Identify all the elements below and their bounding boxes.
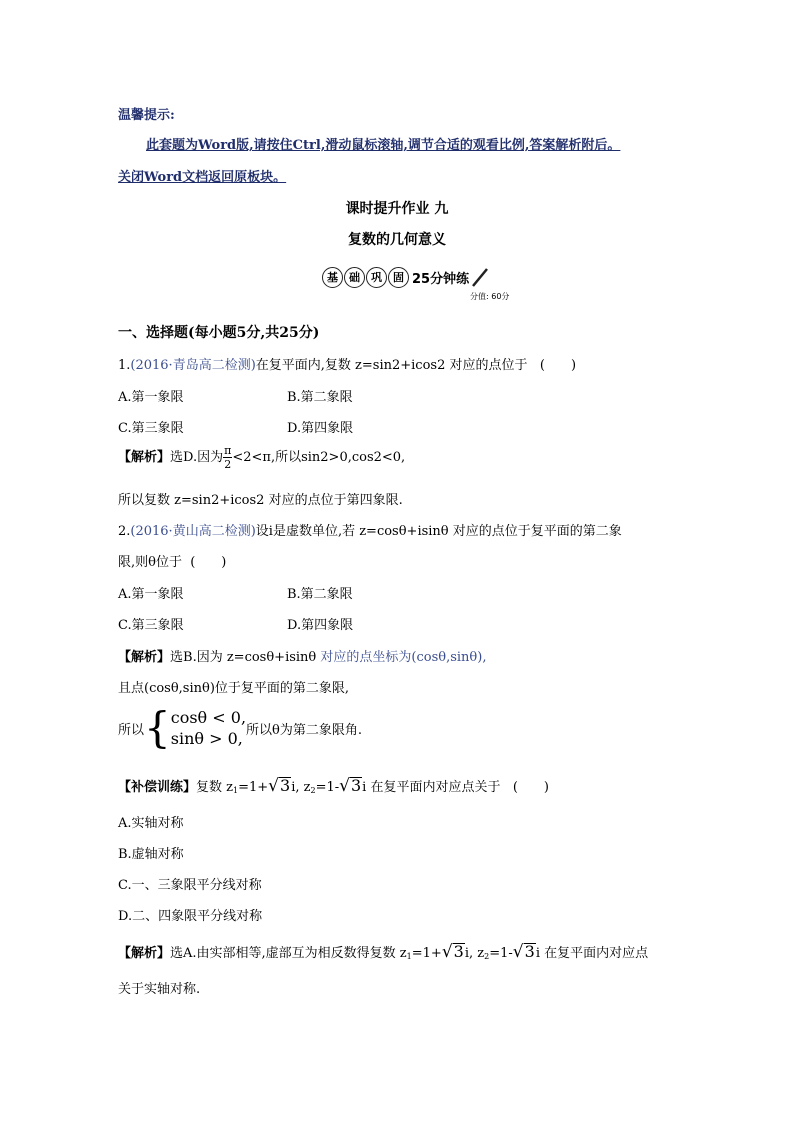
q1-option-d: D.第四象限 [287, 421, 354, 436]
q2-stem: 限,则θ位于 [118, 555, 182, 570]
extra-blank: ( ) [512, 780, 550, 795]
q1-number: 1. [118, 358, 131, 373]
q2-answer-system [118, 703, 362, 753]
badge-char: 基 [322, 267, 343, 288]
q2-number: 2. [118, 524, 131, 539]
extra-stem: =1- [315, 780, 340, 795]
pi-over-2-fraction [223, 444, 232, 471]
q2-option-c: C.第三象限 [118, 618, 184, 633]
extra-option-a: A.实轴对称 [118, 816, 184, 831]
subscript: 2 [484, 952, 490, 961]
system-row: sinθ > 0, [170, 729, 243, 748]
tip-title: 温馨提示: [118, 108, 175, 123]
extra-answer-text: =1- [489, 946, 513, 961]
tip-line-1: 此套题为Word版,请按住Ctrl,滑动鼠标滚轴,调节合适的观看比例,答案解析附后。 [146, 138, 621, 153]
question-2-line-2 [118, 551, 226, 570]
q1-source: (2016·青岛高二检测) [130, 358, 256, 373]
q1-option-c: C.第三象限 [118, 421, 184, 436]
q1-answer-text: 选D.因为 [170, 450, 224, 465]
sqrt-icon: √ [339, 776, 350, 796]
page-subtitle: 复数的几何意义 [348, 232, 446, 248]
answer-tag: 【解析】 [118, 450, 171, 465]
subscript: 1 [233, 786, 239, 795]
badge-char: 础 [344, 267, 365, 288]
extra-stem: i 在复平面内对应点关于 [362, 780, 501, 795]
radicand: 3 [453, 942, 464, 961]
q2-option-a: A.第一象限 [118, 587, 184, 602]
q2-blank: ( ) [190, 555, 227, 570]
badge-char: 固 [388, 267, 409, 288]
extra-answer [118, 942, 648, 962]
q2-stem: 设i是虚数单位,若 z=cosθ+isinθ 对应的点位于复平面的第二象 [255, 524, 622, 539]
system-row: cosθ < 0, [170, 708, 247, 727]
extra-answer-text: i 在复平面内对应点 [535, 946, 649, 961]
q2-answer [118, 646, 486, 665]
pen-stroke-icon [471, 266, 489, 288]
q2-source: (2016·黄山高二检测) [130, 524, 256, 539]
fraction-numerator: π [224, 444, 232, 457]
sqrt-icon: √ [512, 942, 524, 962]
extra-answer-text: 选A.由实部相等,虚部互为相反数得复数 z [170, 946, 407, 961]
q2-answer-text: 对应的点坐标为(cosθ,sinθ), [320, 650, 487, 665]
badge-char: 巩 [366, 267, 387, 288]
tip-line-2: 关闭Word文档返回原板块。 [118, 170, 287, 185]
extra-tag: 【补偿训练】 [118, 780, 197, 795]
extra-option-d: D.二、四象限平分线对称 [118, 909, 263, 924]
page-title: 课时提升作业 九 [345, 201, 449, 217]
badge-score: 分值: 60分 [470, 292, 510, 301]
q1-option-a: A.第一象限 [118, 390, 184, 405]
badge-minutes: 25分钟练 [412, 271, 470, 287]
q2-answer-line-2: 且点(cosθ,sinθ)位于复平面的第二象限, [118, 681, 350, 696]
subscript: 2 [310, 786, 316, 795]
fraction-denominator: 2 [224, 458, 232, 471]
q2-option-b: B.第二象限 [287, 587, 353, 602]
question-1 [118, 354, 576, 373]
subscript: 1 [406, 952, 412, 961]
section-badge [322, 266, 489, 288]
q2-answer-text: 所以 [118, 722, 145, 738]
q1-option-b: B.第二象限 [287, 390, 353, 405]
sqrt-icon: √ [441, 942, 453, 962]
section-heading: 一、选择题(每小题5分,共25分) [118, 325, 320, 341]
q1-blank: ( ) [539, 358, 577, 373]
q1-answer [118, 444, 405, 471]
q2-answer-text: 所以θ为第二象限角. [246, 722, 362, 738]
sqrt-icon: √ [268, 776, 279, 796]
q1-stem: 在复平面内,复数 z=sin2+icos2 对应的点位于 [255, 358, 528, 373]
answer-tag: 【解析】 [118, 650, 171, 665]
extra-option-b: B.虚轴对称 [118, 847, 184, 862]
extra-stem: 复数 z [196, 780, 233, 795]
left-brace-icon: { [144, 703, 171, 752]
answer-tag: 【解析】 [118, 946, 171, 961]
extra-option-c: C.一、三象限平分线对称 [118, 878, 262, 893]
radicand: 3 [524, 942, 535, 961]
extra-answer-text: =1+ [411, 946, 442, 961]
q2-option-d: D.第四象限 [287, 618, 354, 633]
inequality-system [171, 707, 246, 749]
q1-answer-line-2: 所以复数 z=sin2+icos2 对应的点位于第四象限. [118, 493, 403, 508]
extra-answer-line-2: 关于实轴对称. [118, 982, 201, 997]
q2-answer-text: 选B.因为 z=cosθ+isinθ [170, 650, 321, 665]
extra-stem: i, z [291, 780, 311, 795]
extra-stem: =1+ [238, 780, 269, 795]
extra-question [118, 776, 549, 796]
radicand: 3 [350, 776, 362, 795]
radicand: 3 [280, 776, 291, 795]
question-2 [118, 520, 622, 539]
extra-answer-text: i, z [464, 946, 485, 961]
q1-answer-text: <2<π,所以sin2>0,cos2<0, [232, 450, 406, 465]
